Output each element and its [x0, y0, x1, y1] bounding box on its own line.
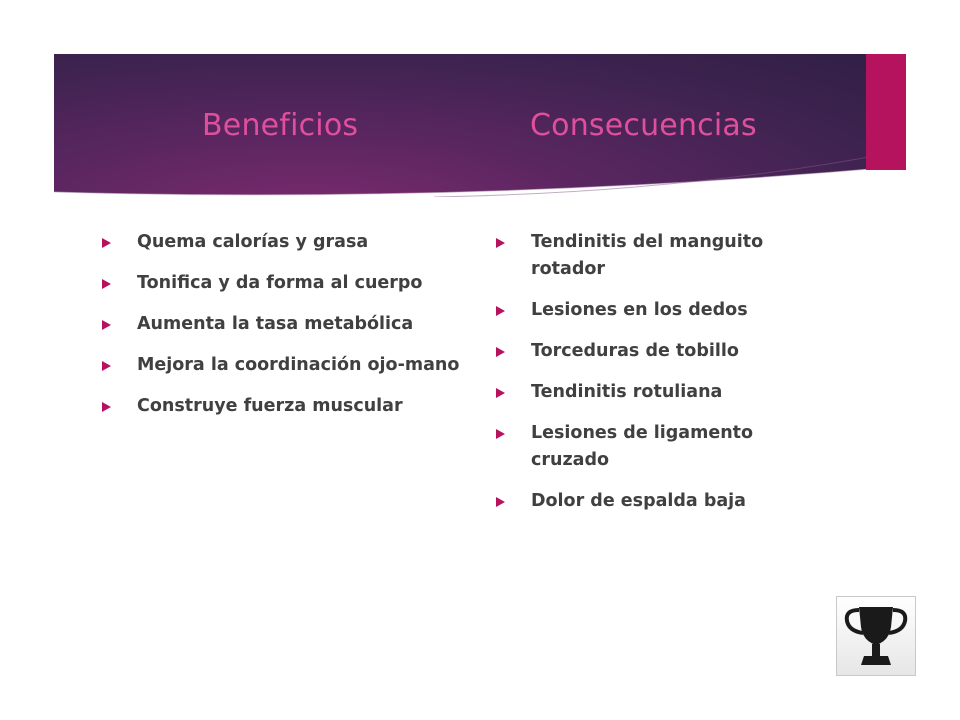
- bullet-arrow-icon: [496, 429, 505, 439]
- list-item: Tonifica y da forma al cuerpo: [102, 270, 462, 297]
- bullet-arrow-icon: [496, 388, 505, 398]
- accent-block: [866, 54, 906, 170]
- list-item: Torceduras de tobillo: [496, 338, 826, 365]
- list-item: Aumenta la tasa metabólica: [102, 311, 462, 338]
- bullet-arrow-icon: [102, 320, 111, 330]
- bullet-arrow-icon: [102, 361, 111, 371]
- column-title-beneficios: Beneficios: [202, 108, 359, 143]
- bullet-arrow-icon: [102, 279, 111, 289]
- bullet-arrow-icon: [496, 238, 505, 248]
- list-item: Dolor de espalda baja: [496, 488, 826, 515]
- header-band: [54, 54, 906, 197]
- list-item: Mejora la coordinación ojo-mano: [102, 352, 462, 379]
- header-swoosh-decoration: [54, 54, 906, 197]
- trophy-icon: [837, 597, 915, 675]
- bullet-arrow-icon: [102, 238, 111, 248]
- bullet-arrow-icon: [496, 306, 505, 316]
- list-item: Tendinitis rotuliana: [496, 379, 826, 406]
- column-title-consecuencias: Consecuencias: [530, 108, 757, 143]
- trophy-image: [836, 596, 916, 676]
- bullet-arrow-icon: [102, 402, 111, 412]
- list-item: Quema calorías y grasa: [102, 229, 462, 256]
- consequences-list: [496, 229, 826, 529]
- list-item: Lesiones de ligamento cruzado: [496, 420, 826, 474]
- list-item: Lesiones en los dedos: [496, 297, 826, 324]
- bullet-arrow-icon: [496, 347, 505, 357]
- bullet-arrow-icon: [496, 497, 505, 507]
- list-item: Tendinitis del manguito rotador: [496, 229, 826, 283]
- list-item: Construye fuerza muscular: [102, 393, 462, 420]
- benefits-list: [102, 229, 462, 434]
